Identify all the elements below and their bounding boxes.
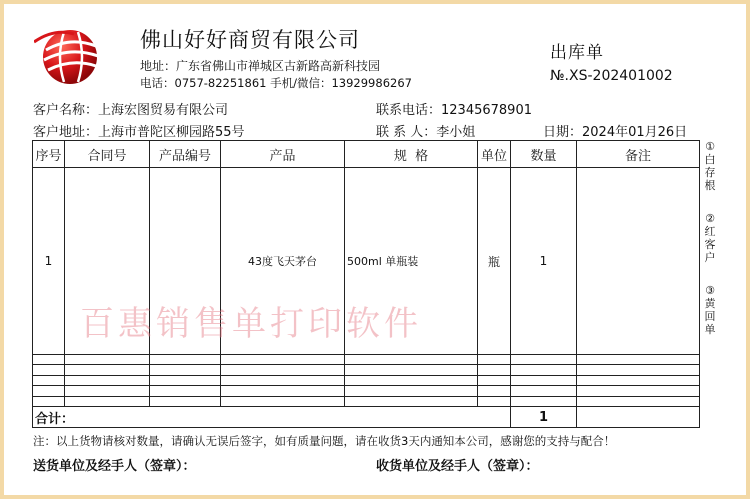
- contact-person-row: [376, 121, 475, 140]
- header-contract: 合同号: [65, 141, 150, 168]
- cell-remark: [577, 168, 700, 355]
- contact-person-label: 联 系 人：: [376, 125, 437, 140]
- doc-number: №.XS-202401002: [550, 68, 673, 84]
- table-row: [33, 396, 700, 406]
- copy-red-label: ②红客户: [704, 212, 716, 264]
- cell-spec: 500ml 单瓶装: [345, 168, 478, 355]
- customer-name: 上海宏图贸易有限公司: [98, 103, 229, 118]
- date-value: 2024年01月26日: [582, 125, 688, 140]
- receiver-signature-label: 收货单位及经手人（签章）：: [376, 459, 539, 474]
- items-table: [32, 140, 700, 428]
- table-row: [33, 375, 700, 385]
- copy-yellow-label: ③黄回单: [704, 284, 716, 336]
- company-address: 地址：广东省佛山市禅城区古新路高新科技园: [140, 59, 381, 73]
- date-label: 日期：: [543, 125, 583, 140]
- date-row: [543, 121, 687, 140]
- cell-qty: 1: [511, 168, 577, 355]
- table-row: [33, 365, 700, 375]
- customer-name-row: [33, 99, 228, 118]
- contact-person: 李小姐: [436, 125, 476, 140]
- customer-phone-label: 联系电话：: [376, 103, 442, 118]
- company-logo: [34, 24, 102, 86]
- cell-unit: 瓶: [478, 168, 511, 355]
- header-remark: 备注: [577, 141, 700, 168]
- customer-name-label: 客户名称：: [33, 103, 99, 118]
- customer-address: 上海市普陀区柳园路55号: [98, 125, 245, 140]
- customer-address-row: [33, 121, 245, 140]
- customer-address-label: 客户地址：: [33, 125, 99, 140]
- company-name: 佛山好好商贸有限公司: [140, 28, 360, 52]
- total-label: 合计：: [33, 407, 511, 428]
- header-qty: 数量: [511, 141, 577, 168]
- header-unit: 单位: [478, 141, 511, 168]
- watermark-text: 百惠销售单打印软件: [80, 304, 422, 344]
- cell-product: 43度飞天茅台: [221, 168, 345, 355]
- table-row: [33, 355, 700, 365]
- table-row: [33, 386, 700, 396]
- customer-phone-row: [376, 99, 532, 118]
- total-qty: 1: [511, 407, 577, 428]
- sender-signature-label: 送货单位及经手人（签章）：: [33, 459, 196, 474]
- header-seq: 序号: [33, 141, 65, 168]
- company-contact: 电话：0757-82251861 手机/微信：13929986267: [140, 76, 412, 90]
- header-product: 产品: [221, 141, 345, 168]
- total-remark: [577, 407, 700, 428]
- header-spec: 规 格: [345, 141, 478, 168]
- header-product-code: 产品编号: [150, 141, 221, 168]
- cell-seq: 1: [33, 168, 65, 355]
- table-header-row: [33, 141, 700, 168]
- total-row: [33, 407, 700, 428]
- copy-white-label: ①白存根: [704, 140, 716, 192]
- customer-phone: 12345678901: [441, 103, 532, 118]
- footer-note: 注：以上货物请核对数量，请确认无误后签字，如有质量问题，请在收货3天内通知本公司，感谢您的支持与配合！: [33, 434, 616, 448]
- doc-title: 出库单: [550, 43, 604, 63]
